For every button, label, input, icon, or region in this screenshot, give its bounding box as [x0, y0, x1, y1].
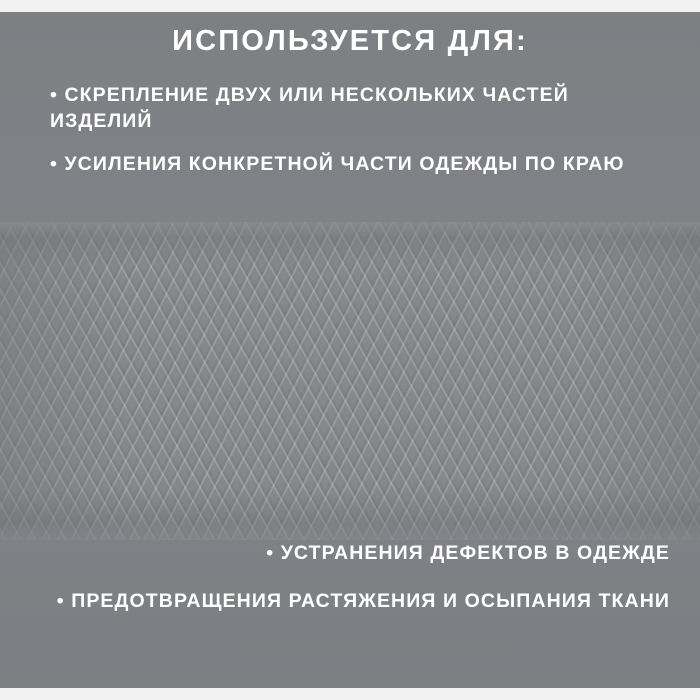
top-border-band	[0, 0, 700, 12]
list-item: • ПРЕДОТВРАЩЕНИЯ РАСТЯЖЕНИЯ И ОСЫПАНИЯ ТКАНИ	[56, 590, 670, 612]
page-title: ИСПОЛЬЗУЕТСЯ ДЛЯ:	[172, 25, 528, 57]
usage-list-top	[50, 82, 650, 194]
mesh-shading-overlay	[0, 222, 700, 540]
usage-list-bottom	[30, 540, 670, 636]
list-item: • УСТРАНЕНИЯ ДЕФЕКТОВ В ОДЕЖДЕ	[266, 542, 670, 564]
mesh-bottom-edge-highlight	[0, 522, 700, 540]
list-item: • УСИЛЕНИЯ КОНКРЕТНОЙ ЧАСТИ ОДЕЖДЫ ПО КРАЮ	[50, 153, 625, 175]
mesh-fabric-photo	[0, 222, 700, 540]
bottom-border-band	[0, 688, 700, 700]
list-item: • СКРЕПЛЕНИЕ ДВУХ ИЛИ НЕСКОЛЬКИХ ЧАСТЕЙ ИЗДЕЛИЙ	[50, 84, 569, 132]
mesh-top-edge-highlight	[0, 222, 700, 238]
